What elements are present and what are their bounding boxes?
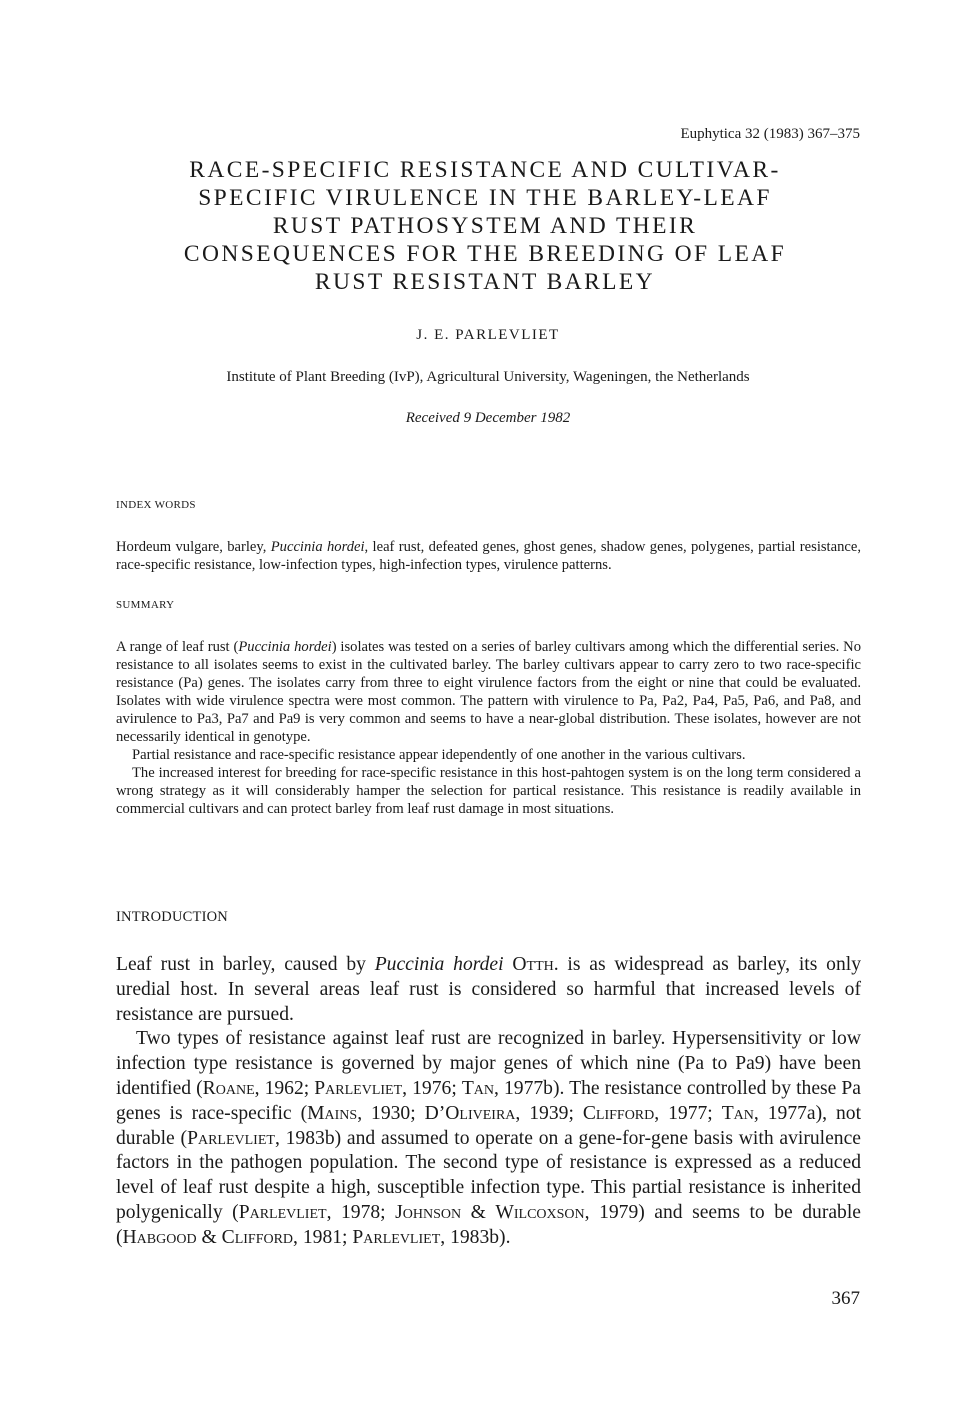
citation-author: Parlevliet [352, 1226, 441, 1248]
citation-author: Wilcoxson [495, 1201, 585, 1223]
summary-paragraph: Partial resistance and race-specific resistance appear idependently of one another in the various cultivars. [132, 747, 746, 763]
title-line: RUST RESISTANT BARLEY [314, 269, 656, 295]
citation-author: Mains [307, 1102, 358, 1124]
page-number: 367 [831, 1288, 860, 1309]
journal-reference: Euphytica 32 (1983) 367–375 [680, 126, 860, 142]
citation-author: Roane [202, 1077, 255, 1099]
author: J. E. PARLEVLIET [416, 327, 560, 343]
citation-author: Clifford [582, 1102, 655, 1124]
index-words-heading: INDEX WORDS [116, 499, 196, 511]
summary-heading: SUMMARY [116, 599, 175, 611]
citation-author: Parlevliet [314, 1077, 403, 1099]
citation-author: Parlevliet [238, 1201, 327, 1223]
citation-author: D’Oliveira [424, 1102, 516, 1124]
citation-author: Parlevliet [187, 1127, 275, 1149]
intro-paragraph: Two types of resistance against leaf rust are recognized in barley. Hypersensitivity or low infection type resistance is governed by major genes of which nine (Pa to Pa9) have been identified (Roane, 1962; Parlevliet, 1976; Tan, 1977b). The resistance controlled by these Pa genes is race-specific (Mains, 1930; D’Oliveira, 1939; Clifford, 1977; Tan, 1977a), not durable (Parlevliet, 1983b) and assumed to operate on a gene-for-gene basis with avirulence factors in the pathogen population. The second type of resistance is expressed as a reduced level of leaf rust despite a high, susceptible infection type. This partial resistance is inherited polygenically (Parlevliet, 1978; Johnson & Wilcoxson, 1979) and seems to be durable (Habgood & Clifford, 1981; Parlevliet, 1983b). [116, 1028, 862, 1248]
index-words-text: Hordeum vulgare, barley, Puccinia hordei, leaf rust, defeated genes, ghost genes, shadow genes, polygenes, partial resistance, race-specific resistance, low-infection types, high-infection types, virulence patterns. [116, 539, 861, 573]
title-line: RUST PATHOSYSTEM AND THEIR [272, 213, 698, 239]
introduction-text [116, 953, 861, 1251]
introduction-heading: INTRODUCTION [116, 909, 228, 925]
summary-paragraph: The increased interest for breeding for race-specific resistance in this host-pahtogen system is on the long term considered a wrong strategy as it will considerably hamper the selection for partical resistance. This resistance is readily available in commercial cultivars and can protect barley from leaf rust damage in most situations. [116, 765, 861, 817]
citation-author: Tan [721, 1102, 754, 1124]
summary-text [116, 638, 861, 818]
intro-paragraph: Leaf rust in barley, caused by Puccinia hordei Otth. is as widespread as barley, its only uredial host. In several areas leaf rust is considered so harmful that increased levels of resistance are pursued. [116, 954, 861, 1025]
title-line: SPECIFIC VIRULENCE IN THE BARLEY-LEAF [198, 185, 772, 211]
citation-author: Habgood [122, 1226, 197, 1248]
received-date: Received 9 December 1982 [405, 410, 571, 426]
affiliation: Institute of Plant Breeding (IvP), Agricultural University, Wageningen, the Netherlands [226, 369, 750, 385]
paper-title [110, 156, 860, 296]
citation-author: Clifford [221, 1226, 294, 1248]
summary-paragraph: A range of leaf rust (Puccinia hordei) isolates was tested on a series of barley cultivars among which the differential series. No resistance to all isolates seems to exist in the cultivated barley. The barley cultivars appear to carry zero to two race-specific resistance (Pa) genes. The isolates carry from three to eight virulence factors from the eight or nine that could be evaluated. Isolates with wide virulence spectra were most common. The pattern with virulence to Pa, Pa2, Pa4, Pa5, Pa6, and Pa8, and avirulence to Pa3, Pa7 and Pa9 is very common and seems to have a near-global distribution. These isolates, however are not necessarily identical in genotype. [116, 639, 862, 745]
citation-author: Johnson [395, 1201, 462, 1223]
citation-author: Tan [461, 1077, 495, 1099]
title-line: CONSEQUENCES FOR THE BREEDING OF LEAF [183, 241, 787, 267]
title-line: RACE-SPECIFIC RESISTANCE AND CULTIVAR- [189, 157, 781, 183]
